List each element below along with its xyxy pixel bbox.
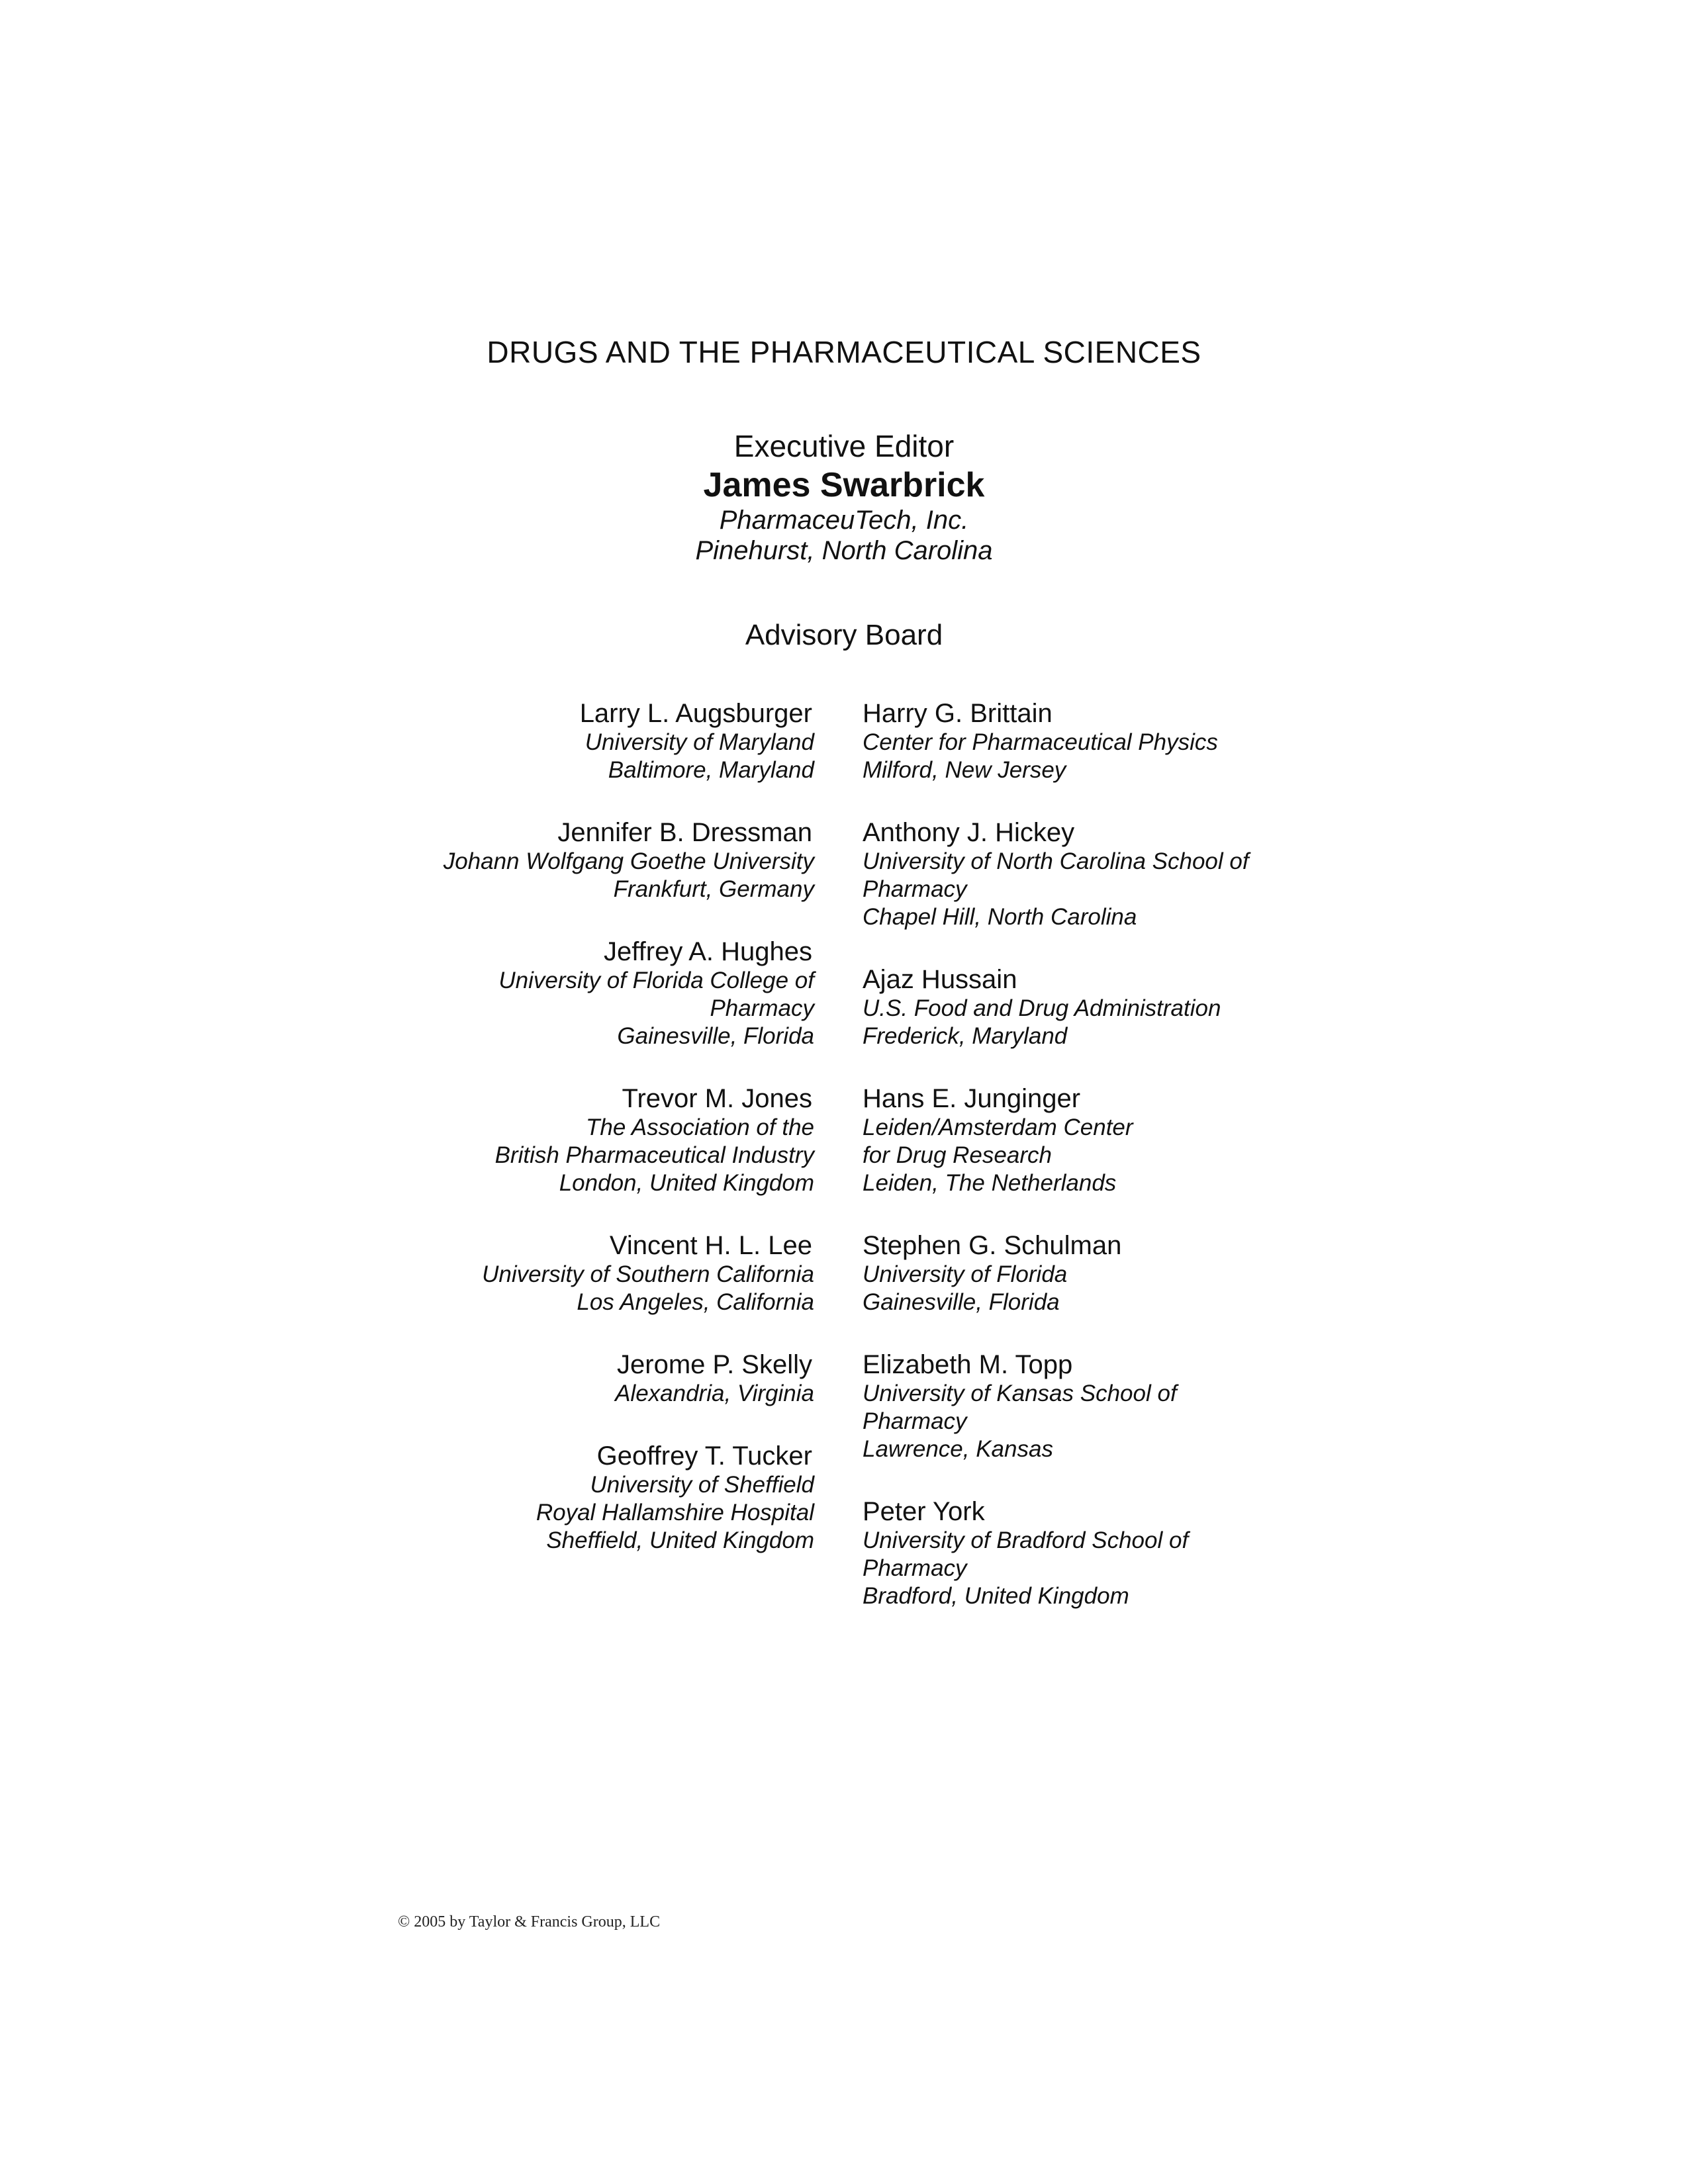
board-member (863, 1349, 1326, 1463)
editor-name: James Swarbrick (703, 466, 985, 504)
member-name: Stephen G. Schulman (863, 1231, 1122, 1260)
member-affiliation-line: Leiden, The Netherlands (863, 1170, 1117, 1196)
member-affiliation-line: University of Florida (863, 1261, 1068, 1287)
member-name: Geoffrey T. Tucker (596, 1441, 812, 1471)
member-affiliation-line: University of Maryland (585, 729, 814, 755)
executive-editor-block (0, 427, 1688, 566)
member-affiliation-line: Pharmacy (863, 876, 967, 902)
advisory-board-title: Advisory Board (745, 619, 943, 651)
board-member (863, 964, 1326, 1050)
editor-affiliation-line: PharmaceuTech, Inc. (719, 506, 969, 535)
board-member (863, 1230, 1326, 1316)
member-affiliation-line: University of Sheffield (590, 1472, 814, 1498)
member-affiliation-line: Pharmacy (710, 995, 814, 1021)
member-affiliation-line: Chapel Hill, North Carolina (863, 904, 1137, 930)
member-name: Jennifer B. Dressman (557, 818, 812, 847)
member-affiliation-line: Gainesville, Florida (863, 1289, 1060, 1315)
board-member (351, 936, 814, 1050)
member-name: Anthony J. Hickey (863, 818, 1075, 847)
member-name: Elizabeth M. Topp (863, 1350, 1073, 1379)
board-member (863, 1083, 1326, 1197)
member-name: Trevor M. Jones (622, 1084, 812, 1113)
member-affiliation-line: Johann Wolfgang Goethe University (443, 848, 814, 874)
member-affiliation-line: Pharmacy (863, 1408, 967, 1434)
member-affiliation-line: Baltimore, Maryland (608, 757, 814, 783)
member-affiliation-line: Alexandria, Virginia (615, 1381, 814, 1406)
member-affiliation-line: University of Southern California (482, 1261, 814, 1287)
member-affiliation-line: University of Kansas School of (863, 1381, 1177, 1406)
series-title: DRUGS AND THE PHARMACEUTICAL SCIENCES (487, 335, 1201, 369)
board-member (351, 1441, 814, 1555)
member-affiliation-line: University of North Carolina School of (863, 848, 1249, 874)
board-member (863, 817, 1326, 931)
member-affiliation-line: Milford, New Jersey (863, 757, 1066, 783)
board-member (351, 1230, 814, 1316)
board-member (351, 1083, 814, 1197)
member-name: Larry L. Augsburger (579, 699, 812, 728)
member-name: Peter York (863, 1497, 985, 1526)
member-affiliation-line: The Association of the (585, 1115, 814, 1140)
member-affiliation-line: University of Bradford School of (863, 1527, 1189, 1553)
member-name: Ajaz Hussain (863, 965, 1017, 994)
member-affiliation-line: Royal Hallamshire Hospital (536, 1500, 814, 1525)
member-name: Hans E. Junginger (863, 1084, 1081, 1113)
member-affiliation-line: Frankfurt, Germany (613, 876, 814, 902)
board-member (351, 817, 814, 903)
member-affiliation-line: U.S. Food and Drug Administration (863, 995, 1221, 1021)
member-affiliation-line: Los Angeles, California (577, 1289, 814, 1315)
member-name: Vincent H. L. Lee (609, 1231, 812, 1260)
member-affiliation-line: Leiden/Amsterdam Center (863, 1115, 1133, 1140)
board-member (863, 1496, 1326, 1610)
member-affiliation-line: Pharmacy (863, 1555, 967, 1581)
member-affiliation-line: Sheffield, United Kingdom (546, 1527, 814, 1553)
member-affiliation-line: London, United Kingdom (559, 1170, 814, 1196)
member-affiliation-line: Frederick, Maryland (863, 1023, 1068, 1049)
editor-affiliation-line: Pinehurst, North Carolina (695, 536, 993, 565)
copyright-footer: © 2005 by Taylor & Francis Group, LLC (398, 1913, 661, 1931)
member-affiliation-line: Gainesville, Florida (617, 1023, 814, 1049)
member-affiliation-line: University of Florida College of (498, 968, 814, 993)
board-member (351, 698, 814, 784)
member-affiliation-line: Center for Pharmaceutical Physics (863, 729, 1218, 755)
member-affiliation-line: Lawrence, Kansas (863, 1436, 1053, 1462)
member-name: Jeffrey A. Hughes (604, 937, 812, 966)
advisory-board-left-column (351, 698, 814, 1588)
board-member (863, 698, 1326, 784)
member-affiliation-line: for Drug Research (863, 1142, 1052, 1168)
member-name: Jerome P. Skelly (617, 1350, 812, 1379)
board-member (351, 1349, 814, 1408)
advisory-board-right-column (863, 698, 1326, 1643)
editor-role: Executive Editor (733, 429, 955, 463)
member-affiliation-line: British Pharmaceutical Industry (494, 1142, 814, 1168)
member-name: Harry G. Brittain (863, 699, 1053, 728)
member-affiliation-line: Bradford, United Kingdom (863, 1583, 1129, 1609)
